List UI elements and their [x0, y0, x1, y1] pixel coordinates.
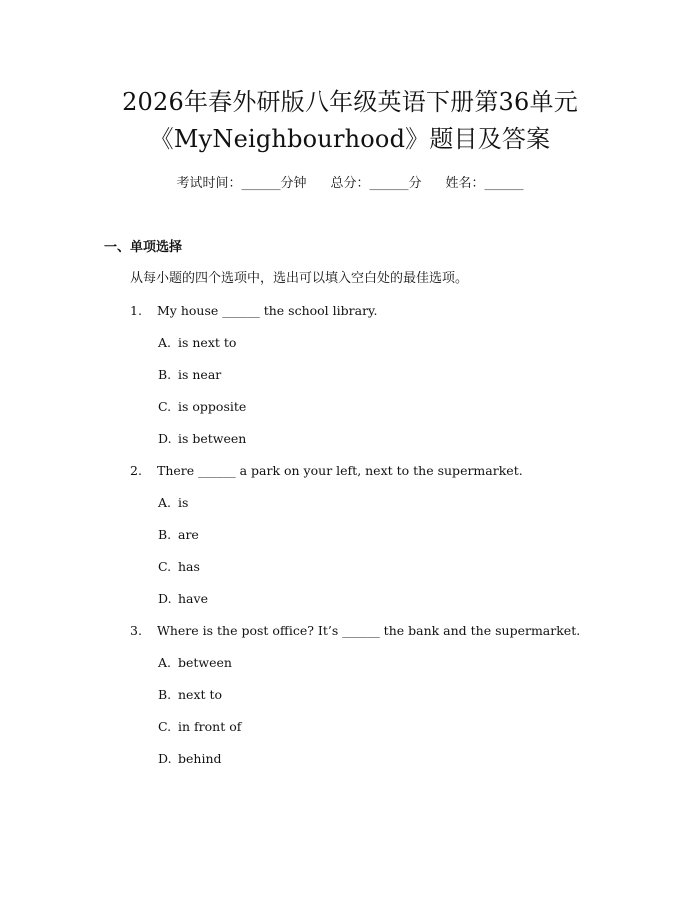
option-text: has — [178, 559, 200, 574]
title-line-2: 《MyNeighbourhood》题目及答案 — [149, 125, 551, 153]
option-list — [104, 493, 596, 609]
option-text: are — [178, 527, 199, 542]
option-b — [104, 525, 596, 545]
total-score-field: 总分：______分 — [330, 176, 422, 191]
option-key: D. — [158, 591, 172, 606]
question-text: My house ______ the school library. — [157, 303, 378, 318]
question-number: 2. — [130, 463, 142, 478]
option-text: next to — [178, 687, 223, 702]
option-c — [104, 717, 596, 737]
option-key: B. — [158, 527, 172, 542]
option-key: A. — [158, 655, 172, 670]
option-d — [104, 589, 596, 609]
option-key: C. — [158, 399, 172, 414]
option-text: is — [178, 495, 189, 510]
exam-time-field: 考试时间：______分钟 — [176, 176, 307, 191]
section-heading: 一、单项选择 — [104, 240, 183, 255]
option-text: is next to — [178, 335, 237, 350]
page-title — [104, 0, 596, 158]
question-number: 1. — [130, 303, 142, 318]
option-c — [104, 397, 596, 417]
option-key: D. — [158, 431, 172, 446]
student-name-field: 姓名：______ — [445, 176, 524, 191]
question-number: 3. — [130, 623, 142, 638]
exam-meta — [104, 174, 596, 194]
option-text: between — [178, 655, 232, 670]
option-b — [104, 365, 596, 385]
option-b — [104, 685, 596, 705]
question-text: Where is the post office? It’s ______ the bank and the supermarket. — [157, 623, 581, 638]
question-1 — [104, 301, 596, 449]
option-key: A. — [158, 335, 172, 350]
option-d — [104, 749, 596, 769]
question-3 — [104, 621, 596, 769]
option-a — [104, 493, 596, 513]
option-text: is between — [178, 431, 247, 446]
option-text: behind — [178, 751, 222, 766]
option-text: is opposite — [178, 399, 247, 414]
option-key: A. — [158, 495, 172, 510]
option-list — [104, 653, 596, 769]
option-a — [104, 333, 596, 353]
question-text-row — [104, 301, 596, 321]
option-key: C. — [158, 719, 172, 734]
title-line-1: 2026年春外研版八年级英语下册第36单元 — [122, 88, 578, 116]
question-text-row — [104, 621, 596, 641]
option-key: B. — [158, 687, 172, 702]
option-key: D. — [158, 751, 172, 766]
option-c — [104, 557, 596, 577]
question-text: There ______ a park on your left, next to the supermarket. — [157, 463, 523, 478]
option-list — [104, 333, 596, 449]
option-text: is near — [178, 367, 222, 382]
question-text-row — [104, 461, 596, 481]
option-key: B. — [158, 367, 172, 382]
option-key: C. — [158, 559, 172, 574]
section-instruction: 从每小题的四个选项中，选出可以填入空白处的最佳选项。 — [130, 271, 469, 286]
option-text: have — [178, 591, 208, 606]
question-2 — [104, 461, 596, 609]
option-d — [104, 429, 596, 449]
option-a — [104, 653, 596, 673]
option-text: in front of — [178, 719, 242, 734]
